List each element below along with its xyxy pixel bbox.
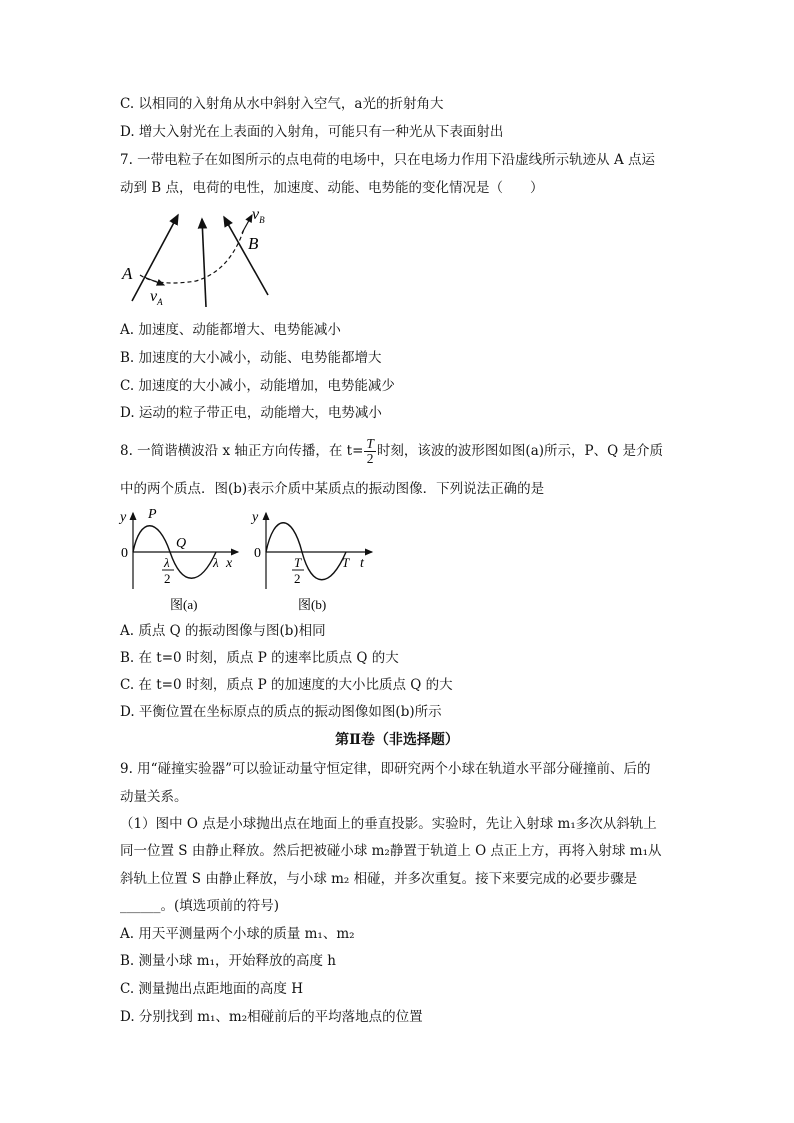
section-title: 第Ⅱ卷（非选择题） — [335, 732, 459, 748]
label-p: P — [148, 507, 157, 522]
q7-stem-line2: 动到 B 点，电荷的电性，加速度、动能、电势能的变化情况是（ ） — [120, 180, 544, 196]
label-lambda-half-num: λ — [164, 555, 170, 570]
t-over-2-fraction: $\frac{T}{2}$ — [366, 436, 374, 466]
q7-option-b: B. 加速度的大小减小，动能、电势能都增大 — [120, 350, 382, 366]
q8-stem-part1: 8. 一简谐横波沿 x 轴正方向传播，在 t= — [120, 443, 364, 459]
label-q: Q — [176, 536, 187, 551]
velocity-b-arrow — [242, 215, 252, 233]
label-va-sub: A — [157, 297, 163, 307]
caption-b: 图(b) — [298, 597, 327, 612]
q8-option-d: D. 平衡位置在坐标原点的质点的振动图像如图(b)所示 — [120, 704, 442, 720]
q8-stem-line1 — [120, 436, 663, 466]
q9-option-b: B. 测量小球 m₁，开始释放的高度 h — [120, 953, 336, 969]
label-vb: v — [252, 206, 260, 223]
velocity-a-arrow — [144, 277, 164, 285]
q9-part1-line2: 同一位置 S 由静止释放。然后把被碰小球 m₂静置于轨道上 O 点正上方，再将入射球 m₁从 — [120, 843, 662, 859]
label-lambda-half-den: 2 — [164, 571, 171, 586]
q6-option-c: C. 以相同的入射角从水中斜射入空气，a光的折射角大 — [120, 96, 444, 112]
label-t: t — [360, 556, 364, 571]
q7-option-c: C. 加速度的大小减小，动能增加，电势能减少 — [120, 378, 395, 394]
svg-text:vB — [252, 206, 265, 225]
q7-option-a: A. 加速度、动能都增大、电势能减小 — [120, 322, 341, 338]
q7-option-d: D. 运动的粒子带正电，动能增大，电势减小 — [120, 405, 382, 421]
q9-option-d: D. 分别找到 m₁、m₂相碰前后的平均落地点的位置 — [120, 1009, 423, 1025]
label-x: x — [226, 556, 233, 571]
label-t-half-den: 2 — [294, 571, 301, 586]
q8-option-a: A. 质点 Q 的振动图像与图(b)相同 — [120, 623, 326, 639]
svg-text:vA — [150, 288, 163, 307]
q9-option-c: C. 测量抛出点距地面的高度 H — [120, 981, 303, 997]
q9-part1-line1: （1）图中 O 点是小球抛出点在地面上的垂直投影。实验时，先让入射球 m₁多次从斜轨上 — [120, 816, 657, 832]
label-vb-sub: B — [259, 215, 265, 225]
label-y: y — [120, 510, 127, 525]
q8-figure-b — [248, 505, 378, 615]
q9-part1-line4: ______。(填选项前的符号) — [120, 898, 280, 914]
q8-stem-part2: 时刻，该波的波形图如图(a)所示，P、Q 是介质 — [376, 443, 663, 459]
q6-option-d: D. 增大入射光在上表面的入射角，可能只有一种光从下表面射出 — [120, 124, 504, 140]
q9-option-a: A. 用天平测量两个小球的质量 m₁、m₂ — [120, 926, 355, 942]
label-origin: 0 — [121, 546, 128, 561]
vibration-curve — [266, 523, 346, 580]
label-period: T — [342, 555, 350, 570]
q8-option-b: B. 在 t=0 时刻，质点 P 的速率比质点 Q 的大 — [120, 650, 399, 666]
label-y: y — [252, 510, 259, 525]
q8-option-c: C. 在 t=0 时刻，质点 P 的加速度的大小比质点 Q 的大 — [120, 677, 453, 693]
label-a: A — [122, 264, 133, 283]
q7-stem-line1: 7. 一带电粒子在如图所示的点电荷的电场中，只在电场力作用下沿虚线所示轨迹从 A 点运 — [120, 152, 656, 168]
q9-stem-line1: 9. 用“碰撞实验器”可以验证动量守恒定律，即研究两个小球在轨道水平部分碰撞前、后的 — [120, 761, 651, 777]
label-lambda: λ — [213, 555, 219, 570]
label-origin: 0 — [254, 546, 261, 561]
label-t-half-num: T — [294, 555, 302, 570]
q7-field-diagram — [118, 205, 288, 313]
q8-figure-a — [118, 505, 248, 615]
q9-part1-line3: 斜轨上位置 S 由静止释放，与小球 m₂ 相碰，并多次重复。接下来要完成的必要步骤是 — [120, 871, 638, 887]
label-b: B — [248, 234, 259, 253]
label-va: v — [150, 288, 158, 305]
q9-stem-line2: 动量关系。 — [120, 789, 188, 805]
q8-stem-line2: 中的两个质点．图(b)表示介质中某质点的振动图像．下列说法正确的是 — [120, 481, 545, 497]
caption-a: 图(a) — [170, 597, 198, 612]
field-line-middle — [202, 219, 206, 307]
